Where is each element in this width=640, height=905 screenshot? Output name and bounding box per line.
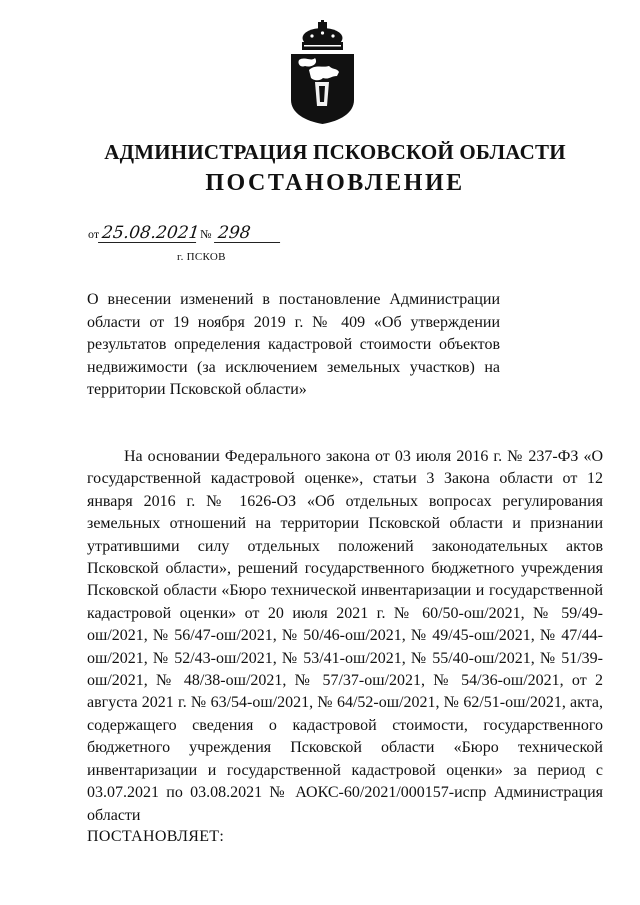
organization-name: АДМИНИСТРАЦИЯ ПСКОВСКОЙ ОБЛАСТИ (104, 140, 566, 164)
resolution-subject: О внесении изменений в постановление Администрации области от 19 ноября 2019 г. № 409 «Об утверждении результатов определения кадастровой стоимости объектов недвижимости (за исключением земельных участков) на территории Псковской области» (87, 291, 500, 398)
handwritten-date: 25.08.2021 (98, 224, 198, 243)
handwritten-number: 298 (214, 224, 282, 243)
pskov-coat-of-arms-icon (285, 20, 360, 125)
decree-word: ПОСТАНОВЛЯЕТ: (87, 828, 225, 845)
document-type-title: ПОСТАНОВЛЕНИЕ (205, 170, 465, 196)
number-label: № (200, 227, 212, 241)
resolution-body-paragraph: На основании Федерального закона от 03 июля 2016 г. № 237-ФЗ «О государственной кадастровой оценке», статьи 3 Закона области от 12 января 2016 г. № 1626-ОЗ «Об отдельных вопросах регулирования земельных отношений на территории Псковской области и признании утратившими силу отдельных положений законодательных актов Псковской области», решений государственного бюджетного учреждения Псковской области «Бюро технической инвентаризации и государственной кадастровой оценки» от 20 июля 2021 г. № 60/50-ош/2021, № 59/49-ош/2021, № 56/47-ош/2021, № 50/46-ош/2021, № 49/45-ош/2021, № 47/44-ош/2021, № 52/43-ош/2021, № 53/41-ош/2021, № 55/40-ош/2021, № 51/39-ош/2021, № 48/38-ош/2021, № 57/37-ош/2021, № 54/36-ош/2021, от 2 августа 2021 г. № 63/54-ош/2021, № 64/52-ош/2021, № 62/51-ош/2021, акта, содержащего сведения о кадастровой стоимости, государственного бюджетного учреждения Псковской области «Бюро технической инвентаризации и государственной кадастровой оценки» за период с 03.07.2021 по 03.08.2021 № АОКС-60/2021/000157-испр Администрация области (87, 448, 603, 824)
from-label: от (88, 227, 100, 241)
date-number-line (88, 224, 281, 243)
city-label: г. ПСКОВ (177, 251, 226, 263)
